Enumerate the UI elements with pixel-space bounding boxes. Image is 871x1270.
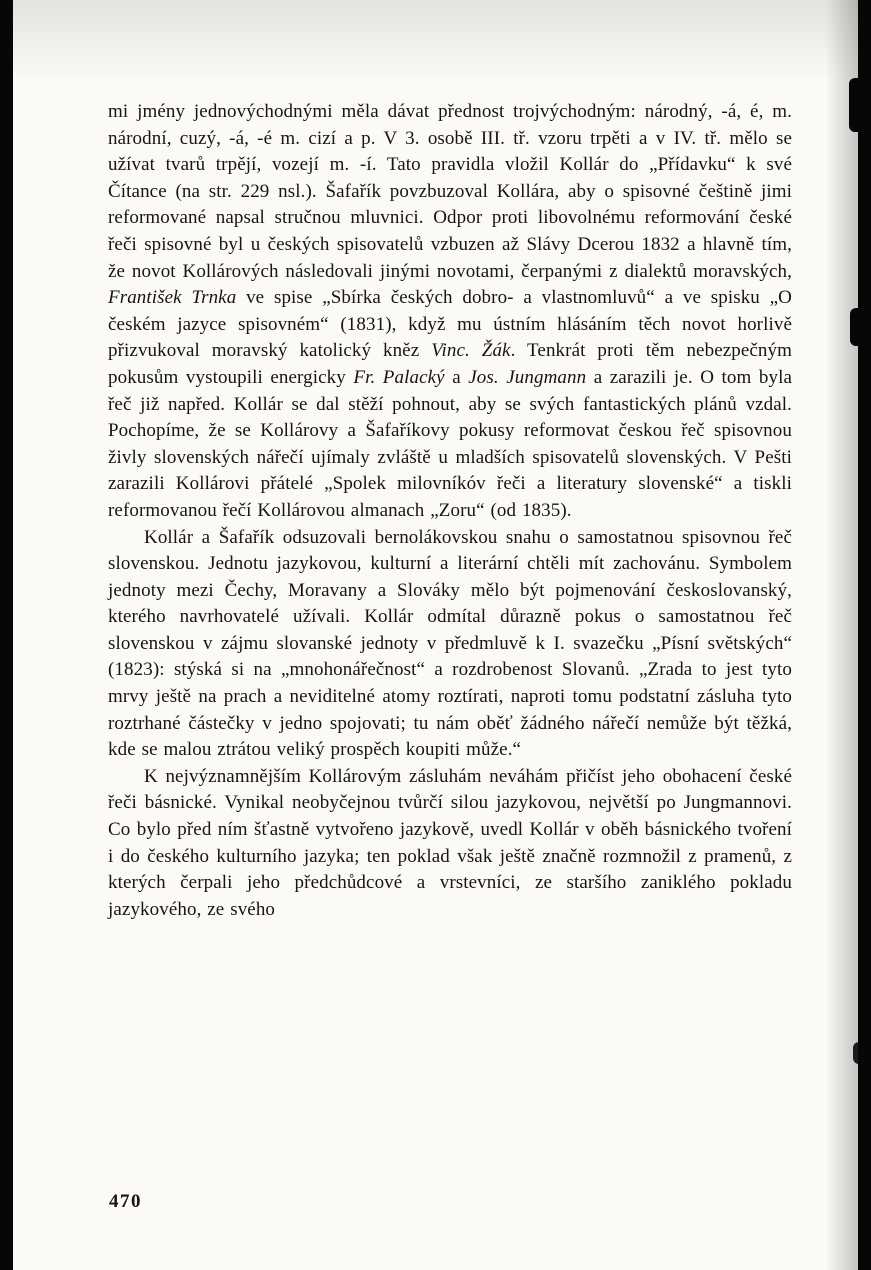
scan-edge-right [858,0,871,1270]
text-run: Kollár a Šafařík odsuzovali bernolákovskou snahu o samostatnou spisovnou řeč slovenskou. Jednotu jazykovou, kulturní a literární chtěli mít zachovánu. Symbolem jednoty mezi Čechy, Moravany a Slováky mělo být pojmenování českoslovanský, kterého navrhovatelé užívali. Kollár odmítal důrazně pokus o samostatnou řeč slovenskou v zájmu slovanské jednoty v předmluvě k I. svazečku „Písní světských“ (1823): stýská si na „mnohonářečnost“ a rozdrobenost Slovanů. „Zrada to jest tyto mrvy ještě na prach a neviditelné atomy roztírati, naproti tomu podstatní zásluha tyto roztrhané částečky v jedno spojovati; tu nám oběť žádného nářečí nemůže být těžká, kde se malou ztrátou veliký prospěch koupiti může.“ [108,526,792,761]
page-number: 470 [109,1191,142,1212]
scan-edge-left [0,0,13,1270]
text-run: ve spise „Sbírka českých dobro- a vlastnomluvů“ a ve spisku „O českém jazyce spisovném“ (1831), když mu ústním hlásáním těch novot horlivě přizvukoval moravský katolický kněz [108,287,793,362]
italic-run: Jos. Jungmann [468,366,587,388]
text-run: a [444,366,469,388]
italic-run: Fr. Palacký [353,366,445,388]
binding-mark [850,308,861,346]
italic-run: Vinc. Žák [431,340,511,362]
paragraph [108,525,792,764]
text-run: mi jmény jednovýchodnými měla dávat přednost trojvýchodným: národný, -á, é, m. národní, cuzý, -á, -é m. cizí a p. V 3. osobě III. tř. vzoru trpěti a v IV. tř. mělo se užívat tvarů trpějí, vozejí m. -í. Tato pravidla vložil Kollár do „Přídavku“ k své Čítance (na str. 229 nsl.). Šafařík povzbuzoval Kollára, aby o spisovné češtině jimi reformované napsal stručnou mluvnici. Odpor proti libovolnému reformování české řeči spisovné byl u českých spisovatelů vzbuzen až Slávy Dcerou 1832 a hlavně tím, že novot Kollárových následovali jinými novotami, čerpanými z dialektů moravských, [108,101,792,282]
text-run: K nejvýznamnějším Kollárovým zásluhám neváhám přičíst jeho obohacení české řeči básnické. Vynikal neobyčejnou tvůrčí silou jazykovou, největší po Jungmannovi. Co bylo před ním šťastně vytvořeno jazykově, uvedl Kollár v oběh básnického tvoření i do českého kulturního jazyka; ten poklad však ještě značně rozmnožil z pramenů, z kterých čerpali jeho předchůdcové a vrstevníci, ze staršího zaniklého pokladu jazykového, ze svého [108,765,792,920]
binding-mark [853,1042,861,1064]
paragraph [108,764,792,924]
italic-run: František Trnka [108,287,237,309]
text-run: a zarazili je. O tom byla řeč již napřed. Kollár se dal stěží pohnout, aby se svých fantastických plánů vzdal. Pochopíme, že se Kollárovy a Šafaříkovy pokusy reformovat českou řeč spisovnou živly slovenských nářečí ujímaly zvláště u mladších spisovatelů slovenských. V Pešti zarazili Kollárovi přátelé „Spolek milovníkóv řeči a literatury slovenské“ a tiskli reformovanou řečí Kollárovou almanach „Zoru“ (od 1835). [108,366,792,521]
paragraph [108,99,792,525]
text-run: . Tenkrát proti těm nebezpečným pokusům vystoupili energicky [108,340,793,388]
binding-mark [849,78,861,132]
page-text [108,99,792,923]
